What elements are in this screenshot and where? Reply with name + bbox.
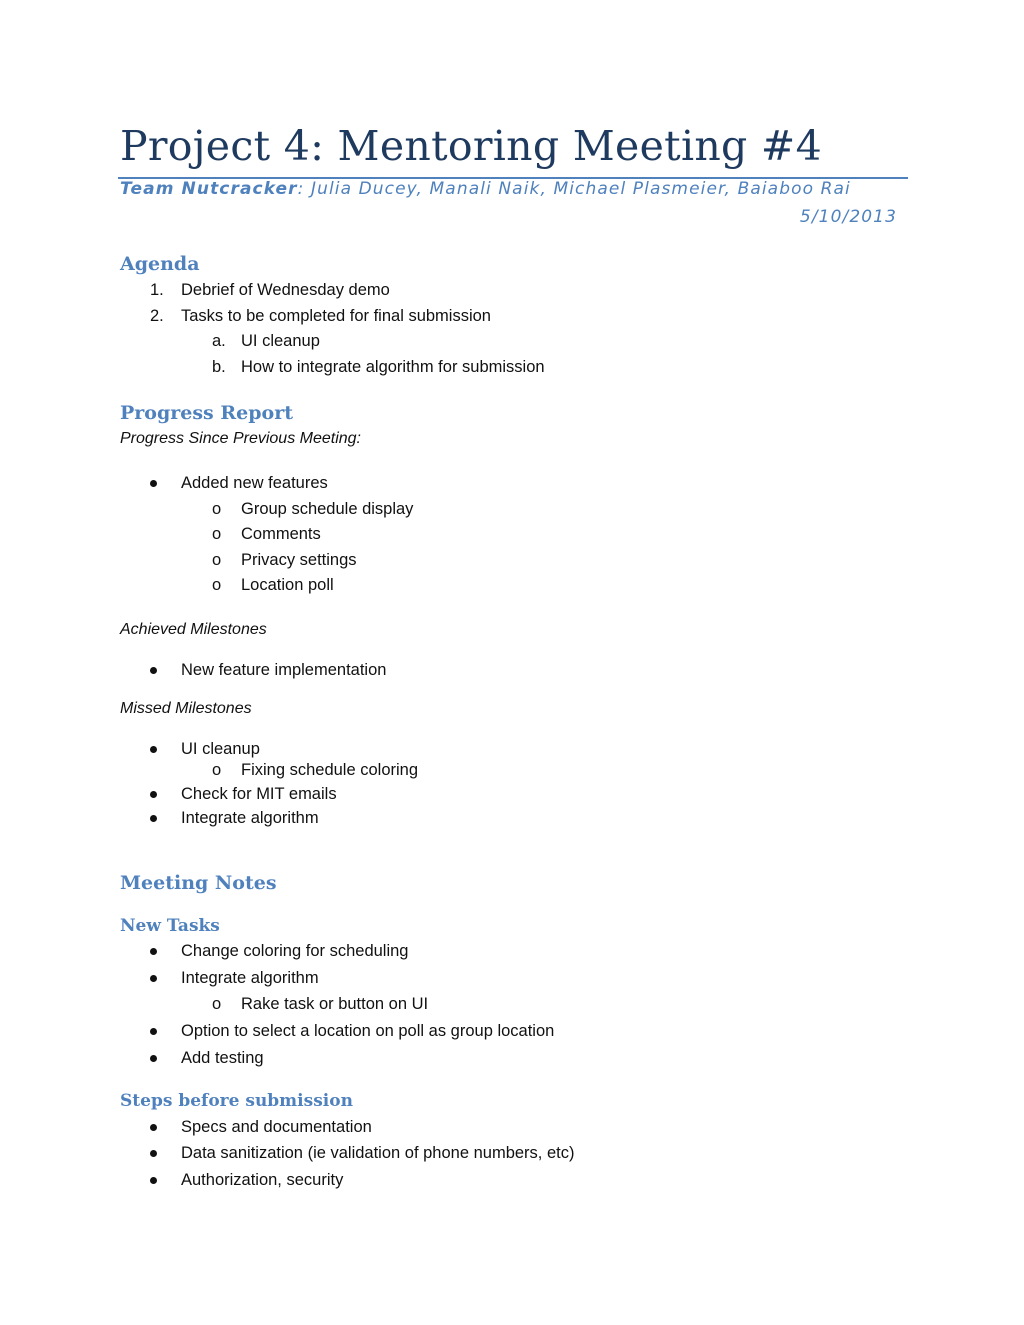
bullet-icon [150, 1150, 157, 1157]
bullet-icon [150, 1028, 157, 1035]
bullet-icon [150, 815, 157, 822]
bullet-icon [150, 1177, 157, 1184]
agenda-item-marker: 2. [150, 307, 164, 325]
bullet-icon [150, 667, 157, 674]
progress-subitem: Privacy settings [241, 551, 357, 569]
steps-heading: Steps before submission [120, 1091, 353, 1111]
team-name: Team Nutcracker [120, 179, 298, 199]
progress-since-label: Progress Since Previous Meeting: [120, 430, 361, 447]
agenda-subitem: How to integrate algorithm for submission [241, 358, 545, 376]
bullet-icon [150, 1124, 157, 1131]
progress-subitem: Group schedule display [241, 500, 414, 518]
bullet-icon [150, 1055, 157, 1062]
missed-item: Check for MIT emails [181, 785, 337, 803]
progress-heading: Progress Report [120, 402, 293, 424]
achieved-item: New feature implementation [181, 661, 387, 679]
new-task-item: Integrate algorithm [181, 969, 319, 987]
circle-bullet-icon: o [212, 525, 222, 543]
progress-subitem: Location poll [241, 576, 334, 594]
missed-label: Missed Milestones [120, 700, 252, 717]
missed-item: UI cleanup [181, 740, 260, 758]
bullet-icon [150, 948, 157, 955]
progress-subitem: Comments [241, 525, 321, 543]
document-title: Project 4: Mentoring Meeting #4 [120, 122, 822, 170]
bullet-icon [150, 480, 157, 487]
missed-item: Integrate algorithm [181, 809, 319, 827]
document-date: 5/10/2013 [799, 207, 897, 227]
missed-subitem: Fixing schedule coloring [241, 761, 419, 779]
agenda-item: Debrief of Wednesday demo [181, 281, 390, 299]
circle-bullet-icon: o [212, 761, 222, 779]
agenda-item-marker: 1. [150, 281, 164, 299]
bullet-icon [150, 746, 157, 753]
progress-item: Added new features [181, 474, 328, 492]
step-item: Data sanitization (ie validation of phone numbers, etc) [181, 1144, 575, 1162]
new-task-item: Change coloring for scheduling [181, 942, 409, 960]
agenda-subitem: UI cleanup [241, 332, 320, 350]
circle-bullet-icon: o [212, 500, 222, 518]
circle-bullet-icon: o [212, 995, 222, 1013]
new-tasks-heading: New Tasks [120, 916, 220, 936]
team-members: : Julia Ducey, Manali Naik, Michael Plasmeier, Baiaboo Rai [297, 179, 851, 199]
step-item: Specs and documentation [181, 1118, 372, 1136]
new-task-item: Add testing [181, 1049, 264, 1067]
bullet-icon [150, 791, 157, 798]
agenda-subitem-marker: a. [212, 332, 226, 350]
achieved-label: Achieved Milestones [120, 621, 267, 638]
new-task-subitem: Rake task or button on UI [241, 995, 429, 1013]
team-line [120, 179, 851, 199]
agenda-subitem-marker: b. [212, 358, 226, 376]
bullet-icon [150, 975, 157, 982]
new-task-item: Option to select a location on poll as group location [181, 1022, 555, 1040]
circle-bullet-icon: o [212, 576, 222, 594]
circle-bullet-icon: o [212, 551, 222, 569]
agenda-item: Tasks to be completed for final submission [181, 307, 491, 325]
agenda-heading: Agenda [120, 253, 200, 275]
meeting-notes-heading: Meeting Notes [120, 872, 277, 894]
step-item: Authorization, security [181, 1171, 344, 1189]
